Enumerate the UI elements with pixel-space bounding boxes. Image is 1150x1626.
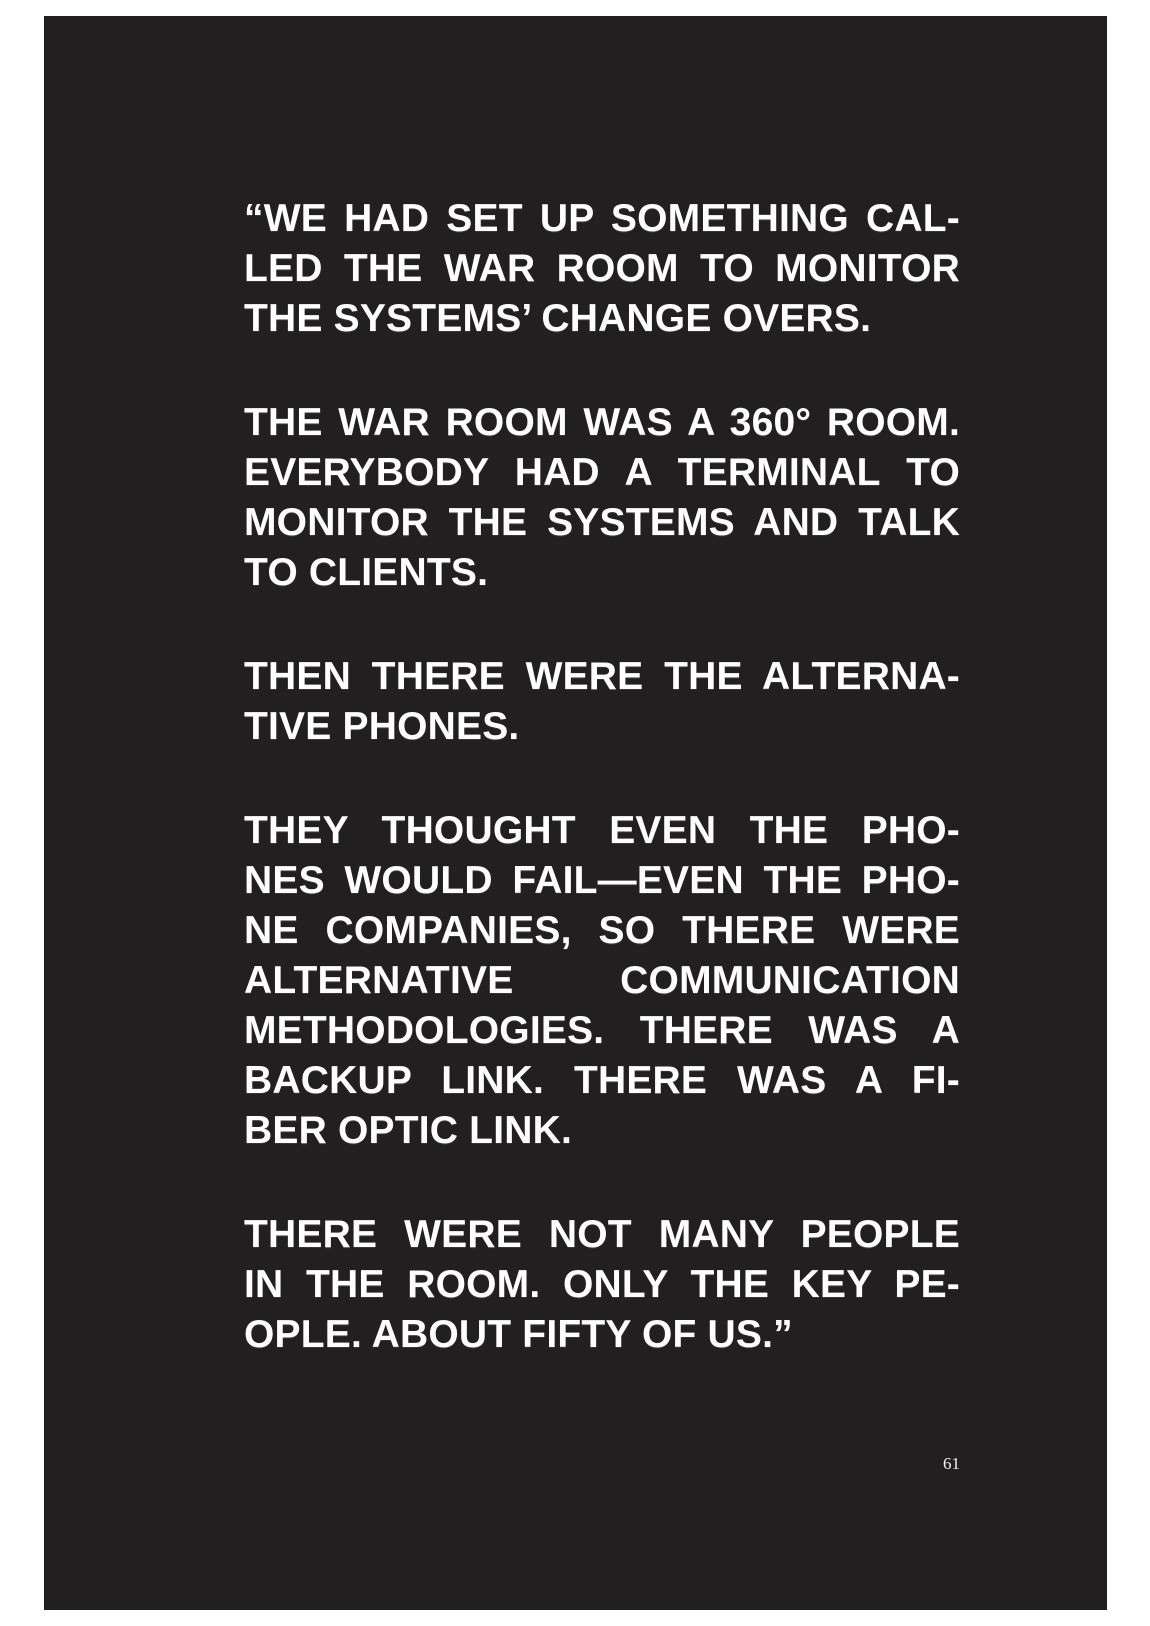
text-line: ALTERNATIVE COMMUNICATION bbox=[244, 959, 960, 1002]
paragraph bbox=[244, 806, 960, 1156]
text-line: TO CLIENTS. bbox=[244, 551, 489, 594]
paragraph bbox=[244, 398, 960, 598]
text-line: METHODOLOGIES. THERE WAS A bbox=[244, 1009, 960, 1052]
text-line: EVERYBODY HAD A TERMINAL TO bbox=[244, 451, 960, 494]
page-number: 61 bbox=[943, 1454, 960, 1473]
quote-text-block bbox=[244, 16, 960, 1414]
text-line: BACKUP LINK. THERE WAS A FI- bbox=[244, 1059, 960, 1102]
text-line: NES WOULD FAIL—EVEN THE PHO- bbox=[244, 859, 960, 902]
text-line: BER OPTIC LINK. bbox=[244, 1109, 573, 1152]
text-line: THERE WERE NOT MANY PEOPLE bbox=[244, 1213, 960, 1256]
text-line: MONITOR THE SYSTEMS AND TALK bbox=[244, 501, 960, 544]
paragraph bbox=[244, 194, 960, 344]
paragraph bbox=[244, 1210, 960, 1360]
text-line: THEN THERE WERE THE ALTERNA- bbox=[244, 655, 960, 698]
text-line: TIVE PHONES. bbox=[244, 705, 520, 748]
text-line: NE COMPANIES, SO THERE WERE bbox=[244, 909, 960, 952]
text-line: THE SYSTEMS’ CHANGE OVERS. bbox=[244, 297, 872, 340]
text-line: THE WAR ROOM WAS A 360° ROOM. bbox=[244, 401, 960, 444]
text-line: LED THE WAR ROOM TO MONITOR bbox=[244, 247, 960, 290]
text-line: “WE HAD SET UP SOMETHING CAL- bbox=[244, 197, 960, 240]
text-line: THEY THOUGHT EVEN THE PHO- bbox=[244, 809, 960, 852]
text-line: IN THE ROOM. ONLY THE KEY PE- bbox=[244, 1263, 960, 1306]
black-plate bbox=[44, 16, 1107, 1610]
text-line: OPLE. ABOUT FIFTY OF US.” bbox=[244, 1313, 793, 1356]
paragraph bbox=[244, 652, 960, 752]
